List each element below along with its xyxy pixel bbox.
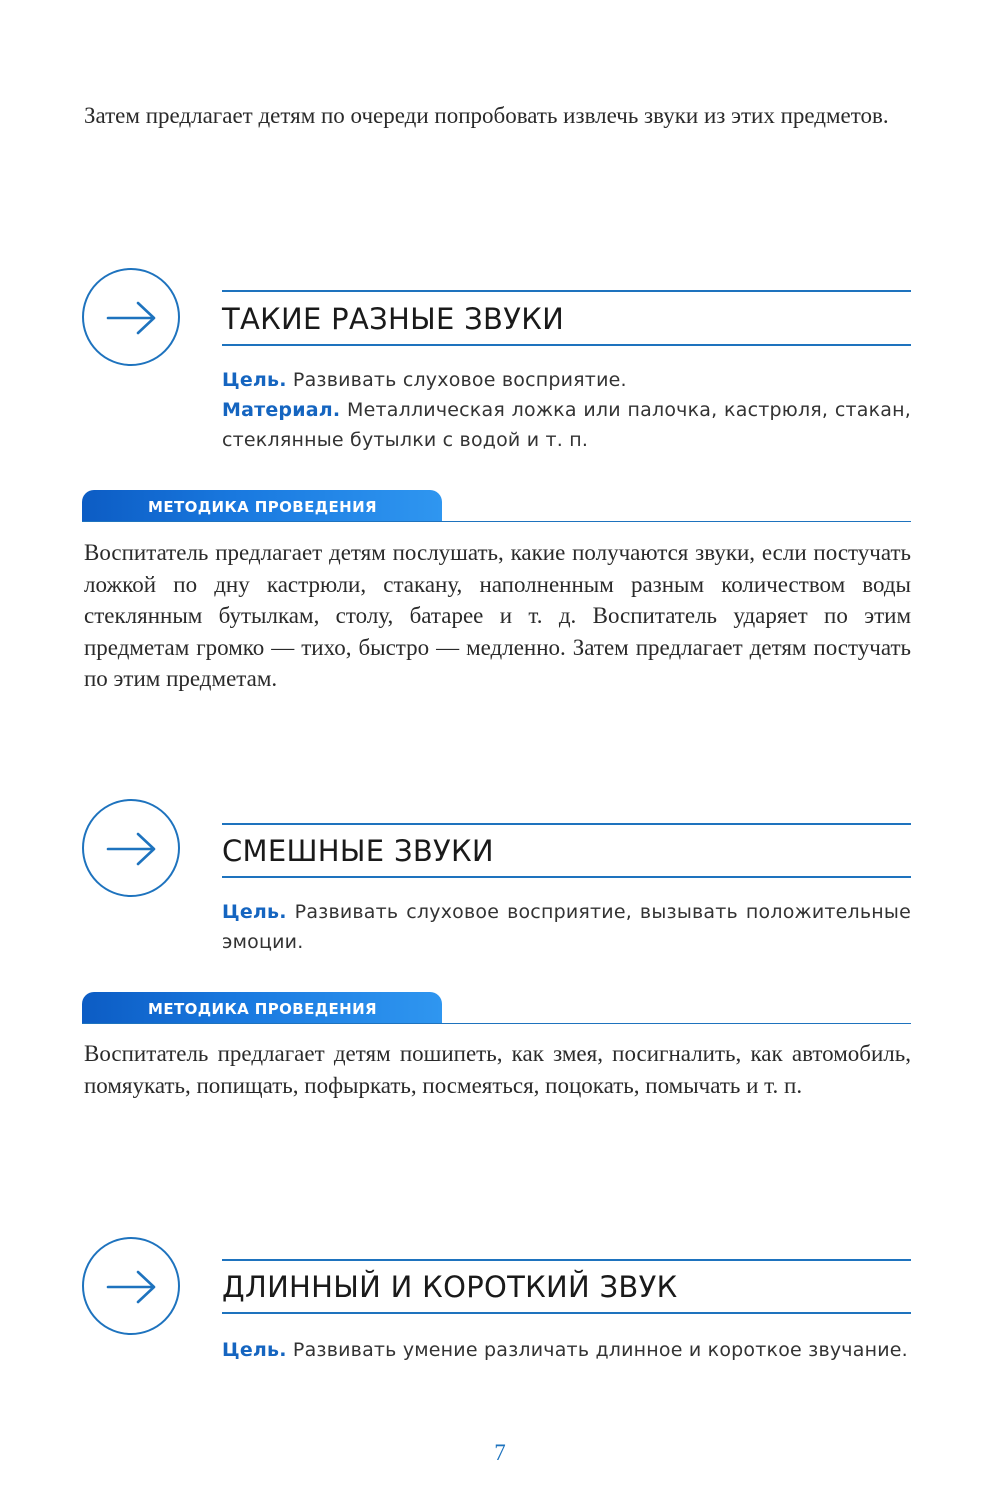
method-tab: МЕТОДИКА ПРОВЕДЕНИЯ <box>82 490 442 522</box>
material-line <box>222 395 911 455</box>
section-title: ТАКИЕ РАЗНЫЕ ЗВУКИ <box>222 302 565 336</box>
arrow-right-icon <box>106 300 158 336</box>
section-title: СМЕШНЫЕ ЗВУКИ <box>222 834 494 868</box>
method-rule <box>82 521 911 522</box>
title-rule-bottom <box>222 344 911 346</box>
title-rule-top <box>222 1259 911 1261</box>
goal-text: Развивать слуховое восприятие. <box>292 369 627 391</box>
method-paragraph: Воспитатель предлагает детям пошипеть, как змея, посигналить, как автомобиль, помяукать, попищать, пофыркать, посмеяться, поцокать, помычать и т. п. <box>84 1041 911 1098</box>
goal-text: Развивать слуховое восприятие, вызывать положительные эмоции. <box>222 901 911 953</box>
arrow-right-icon <box>106 831 158 867</box>
section-marker-circle <box>82 799 180 897</box>
goal-text: Развивать умение различать длинное и короткое звучание. <box>292 1339 908 1361</box>
section-marker-circle <box>82 1237 180 1335</box>
intro-paragraph: Затем предлагает детям по очереди попробовать извлечь звуки из этих предметов. <box>84 103 889 128</box>
section-title: ДЛИННЫЙ И КОРОТКИЙ ЗВУК <box>222 1270 678 1304</box>
goal-line <box>222 1335 911 1365</box>
section-marker-circle <box>82 268 180 366</box>
title-rule-bottom <box>222 876 911 878</box>
goal-label: Цель. <box>222 369 287 391</box>
goal-label: Цель. <box>222 901 287 923</box>
arrow-right-icon <box>106 1269 158 1305</box>
goal-line <box>222 365 911 395</box>
title-rule-top <box>222 290 911 292</box>
title-rule-bottom <box>222 1312 911 1314</box>
goal-line <box>222 897 911 957</box>
material-text: Металлическая ложка или палочка, кастрюля, стакан, стеклянные бутылки с водой и т. п. <box>222 399 911 451</box>
method-paragraph: Воспитатель предлагает детям послушать, какие получаются звуки, если постучать ложкой по дну кастрюли, стакану, наполненным разным количеством воды стеклянным бутылкам, столу, батарее и т. д. Воспитатель ударяет по этим предметам громко — тихо, быстро — медленно. Затем предлагает детям постучать по этим предметам. <box>84 540 911 691</box>
method-rule <box>82 1023 911 1024</box>
page-number: 7 <box>494 1440 506 1465</box>
material-label: Материал. <box>222 399 341 421</box>
goal-label: Цель. <box>222 1339 287 1361</box>
title-rule-top <box>222 823 911 825</box>
method-tab: МЕТОДИКА ПРОВЕДЕНИЯ <box>82 992 442 1024</box>
